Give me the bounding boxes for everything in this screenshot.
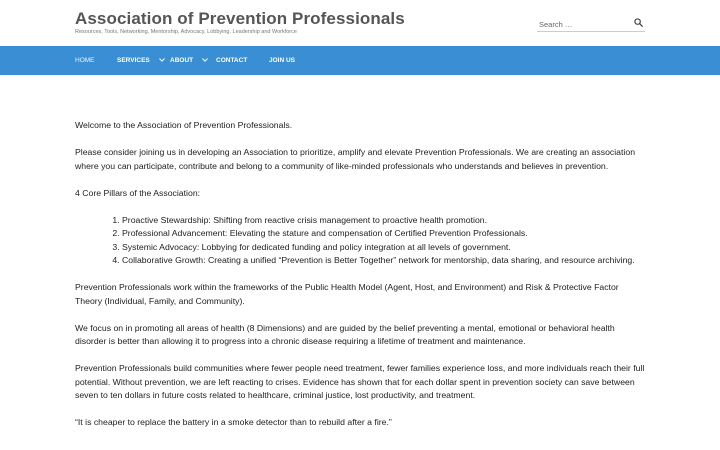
- nav-about-label: ABOUT: [170, 57, 194, 64]
- communities-paragraph: Prevention Professionals build communities where fewer people need treatment, fewer families experience loss, and more individuals reach their full potential. Without prevention, we are left reacting to crises. Evidence has shown that for each dollar spent in prevention society can save between seven to ten dollars in future costs related to healthcare, criminal justice, lost productivity, and treatment.: [75, 363, 645, 400]
- chevron-down-icon: [202, 58, 208, 62]
- search-icon[interactable]: [634, 18, 643, 27]
- nav-join-label: JOIN US: [269, 57, 296, 64]
- frameworks-paragraph: Prevention Professionals work within the frameworks of the Public Health Model (Agent, Host, and Environment) and Risk & Protective Factor Theory (Individual, Family, and Community).: [75, 282, 619, 306]
- nav-services-label: SERVICES: [117, 57, 150, 64]
- quote-paragraph: “It is cheaper to replace the battery in a smoke detector than to rebuild after a fire.”: [75, 417, 392, 427]
- nav-home[interactable]: [75, 46, 95, 75]
- intro-paragraph: Please consider joining us in developing an Association to prioritize, amplify and elevate Prevention Professionals. We are creating an association where you can participate, contribute and belong to a community of like-minded professionals who understands and believes in prevention.: [75, 147, 636, 171]
- nav-services[interactable]: [117, 46, 165, 75]
- list-item: 4. Collaborative Growth: Creating a unified “Prevention is Better Together” network for mentorship, data sharing, and resource archiving.: [122, 254, 647, 268]
- page-content: [75, 119, 647, 443]
- list-item: 1. Proactive Stewardship: Shifting from reactive crisis management to proactive health promotion.: [122, 214, 647, 228]
- nav-join-us[interactable]: [269, 46, 295, 75]
- main-navigation: [0, 46, 720, 75]
- pillars-list: [75, 214, 647, 268]
- site-tagline: Resources, Tools, Networking, Mentorship, Advocacy, Lobbying, Leadership and Workforce: [75, 29, 297, 35]
- search-form: [537, 14, 645, 32]
- nav-contact-label: CONTACT: [216, 57, 248, 64]
- site-header: [0, 0, 720, 46]
- site-title[interactable]: Association of Prevention Professionals: [75, 9, 405, 28]
- focus-paragraph: We focus on in promoting all areas of health (8 Dimensions) and are guided by the belief preventing a mental, emotional or behavioral health disorder is better than allowing it to progress into a chronic disease requiring a lifetime of treatment and maintenance.: [75, 322, 615, 346]
- list-item: 3. Systemic Advocacy: Lobbying for dedicated funding and policy integration at all levels of government.: [122, 241, 647, 255]
- welcome-paragraph: Welcome to the Association of Prevention Professionals.: [75, 120, 293, 130]
- nav-about[interactable]: [170, 46, 208, 75]
- nav-contact[interactable]: [216, 46, 247, 75]
- pillars-heading: 4 Core Pillars of the Association:: [75, 187, 201, 198]
- list-item: 2. Professional Advancement: Elevating the stature and compensation of Certified Prevention Professionals.: [122, 227, 647, 241]
- nav-home-label: HOME: [75, 57, 95, 64]
- search-input[interactable]: [537, 17, 629, 33]
- chevron-down-icon: [159, 58, 165, 62]
